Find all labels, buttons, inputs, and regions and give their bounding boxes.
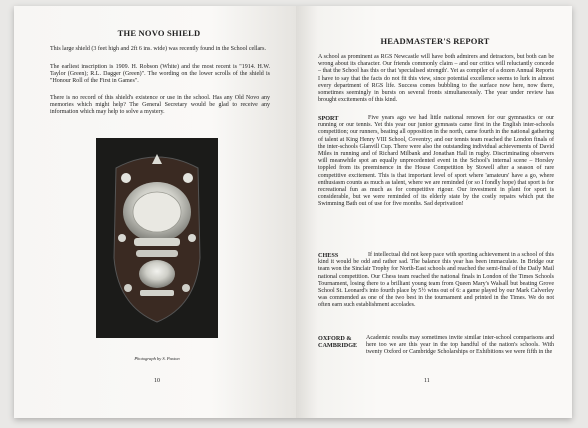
section-heading-sport: SPORT bbox=[318, 115, 339, 122]
shield-paragraph-2: The earliest inscription is 1909. H. Robson (White) and the most recent is "1914. H.W. Taylor (Green); R.L. Dagger (Green)". The wording on the lower scrolls of the shield is "Honour Roll of the First in Games". bbox=[50, 64, 270, 85]
right-page bbox=[296, 6, 572, 418]
sport-paragraph: Five years ago we had little national renown for our gymnastics or our running or our tennis. Yet this year our junior gymnasts came first in the English inter-schools competition; our runners, beating all opposition in the north, came fourth in the national gathering of talent at King Henry VIII School, Coventry; and our tennis team reached the London finals of the inter-schools Glanvill Cup. There were also the outstanding individual achievements of David Miles in running and of Richard Milbank and Jonathan Hall in rugby. Discriminating observers will meanwhile spot an equally unprecedented event in the School's internal scene – Horsley toppled from its preeminence in the House Competition by Stowell after a season of rare competitive excitement. This is that important level of sport where 'amateurs' have a go, where enthusiasm counts as much as talent, where we are reminded (or so I fondly hope) that sport is for recreational fun as much as for competitive rigour. Our investment in plant for sport is considerable, but we were reminded of its elderly state by the costly repairs which put the Swimming Bath out of use for five months. Sad deprivation! bbox=[318, 115, 554, 208]
section-heading-chess: CHESS bbox=[318, 252, 339, 259]
photo-caption: Photograph by S. Paxton bbox=[134, 356, 180, 361]
page-title: THE NOVO SHIELD bbox=[117, 28, 201, 38]
page-number: 11 bbox=[424, 378, 430, 384]
report-intro: A school as prominent as RGS Newcastle will have both admirers and detractors, but both can be wrong about its character. Our friends commonly claim – and our critics will reluctantly concede – that the School has this or that 'specialised strength'. Yet as compiler of a dozen Annual Reports I have to say that the facts do not fit this view, since potential excellence seems to lurk in almost every department of RGS life. Success comes bubbling to the surface now here, now there, sometimes seemingly in bursts on several fronts simultaneously. The year under review has brought excitements of this kind. bbox=[318, 54, 554, 104]
book-spread bbox=[14, 6, 572, 418]
page-number: 10 bbox=[154, 378, 160, 384]
shield-paragraph-3: There is no record of this shield's existence or use in the school. Has any Old Novo any memories which might help? The General Secretary would be glad to receive any information which may help to solve a mystery. bbox=[50, 95, 270, 116]
section-heading-oxbridge: OXFORD & CAMBRIDGE bbox=[318, 335, 358, 350]
shield-paragraph-1: This large shield (3 feet high and 2ft 6 ins. wide) was recently found in the School cellars. bbox=[50, 46, 266, 52]
shield-photograph bbox=[96, 138, 218, 338]
left-page bbox=[14, 6, 296, 418]
chess-paragraph: If intellectual did not keep pace with sporting achievement in a school of this kind it would be odd and rather sad. The balance this year has been immaculate. In Bridge our team won the Sinclair Trophy for North-East schools and reached the semi-final of the Daily Mail national competition. Our Chess team reached the national finals in London of the Times Schools Tournament, losing there to a brilliant young team from Queen Mary's Walsall but beating Grove School St. Leonard's into fourth place by 5½ wins out of 6: a game played by our Mark Calverley was commended as one of the two best in the tournament and printed in the Times. We do not often earn such establishment accolades. bbox=[318, 252, 554, 309]
oxbridge-paragraph: Academic results may sometimes invite similar inter-school comparisons and here too we are this year in the top handful of the nation's schools. With twenty Oxford or Cambridge Scholarships or Exhibitions we were fifth in the bbox=[366, 335, 554, 356]
shield-image bbox=[96, 138, 218, 338]
page-title: HEADMASTER'S REPORT bbox=[380, 36, 490, 46]
